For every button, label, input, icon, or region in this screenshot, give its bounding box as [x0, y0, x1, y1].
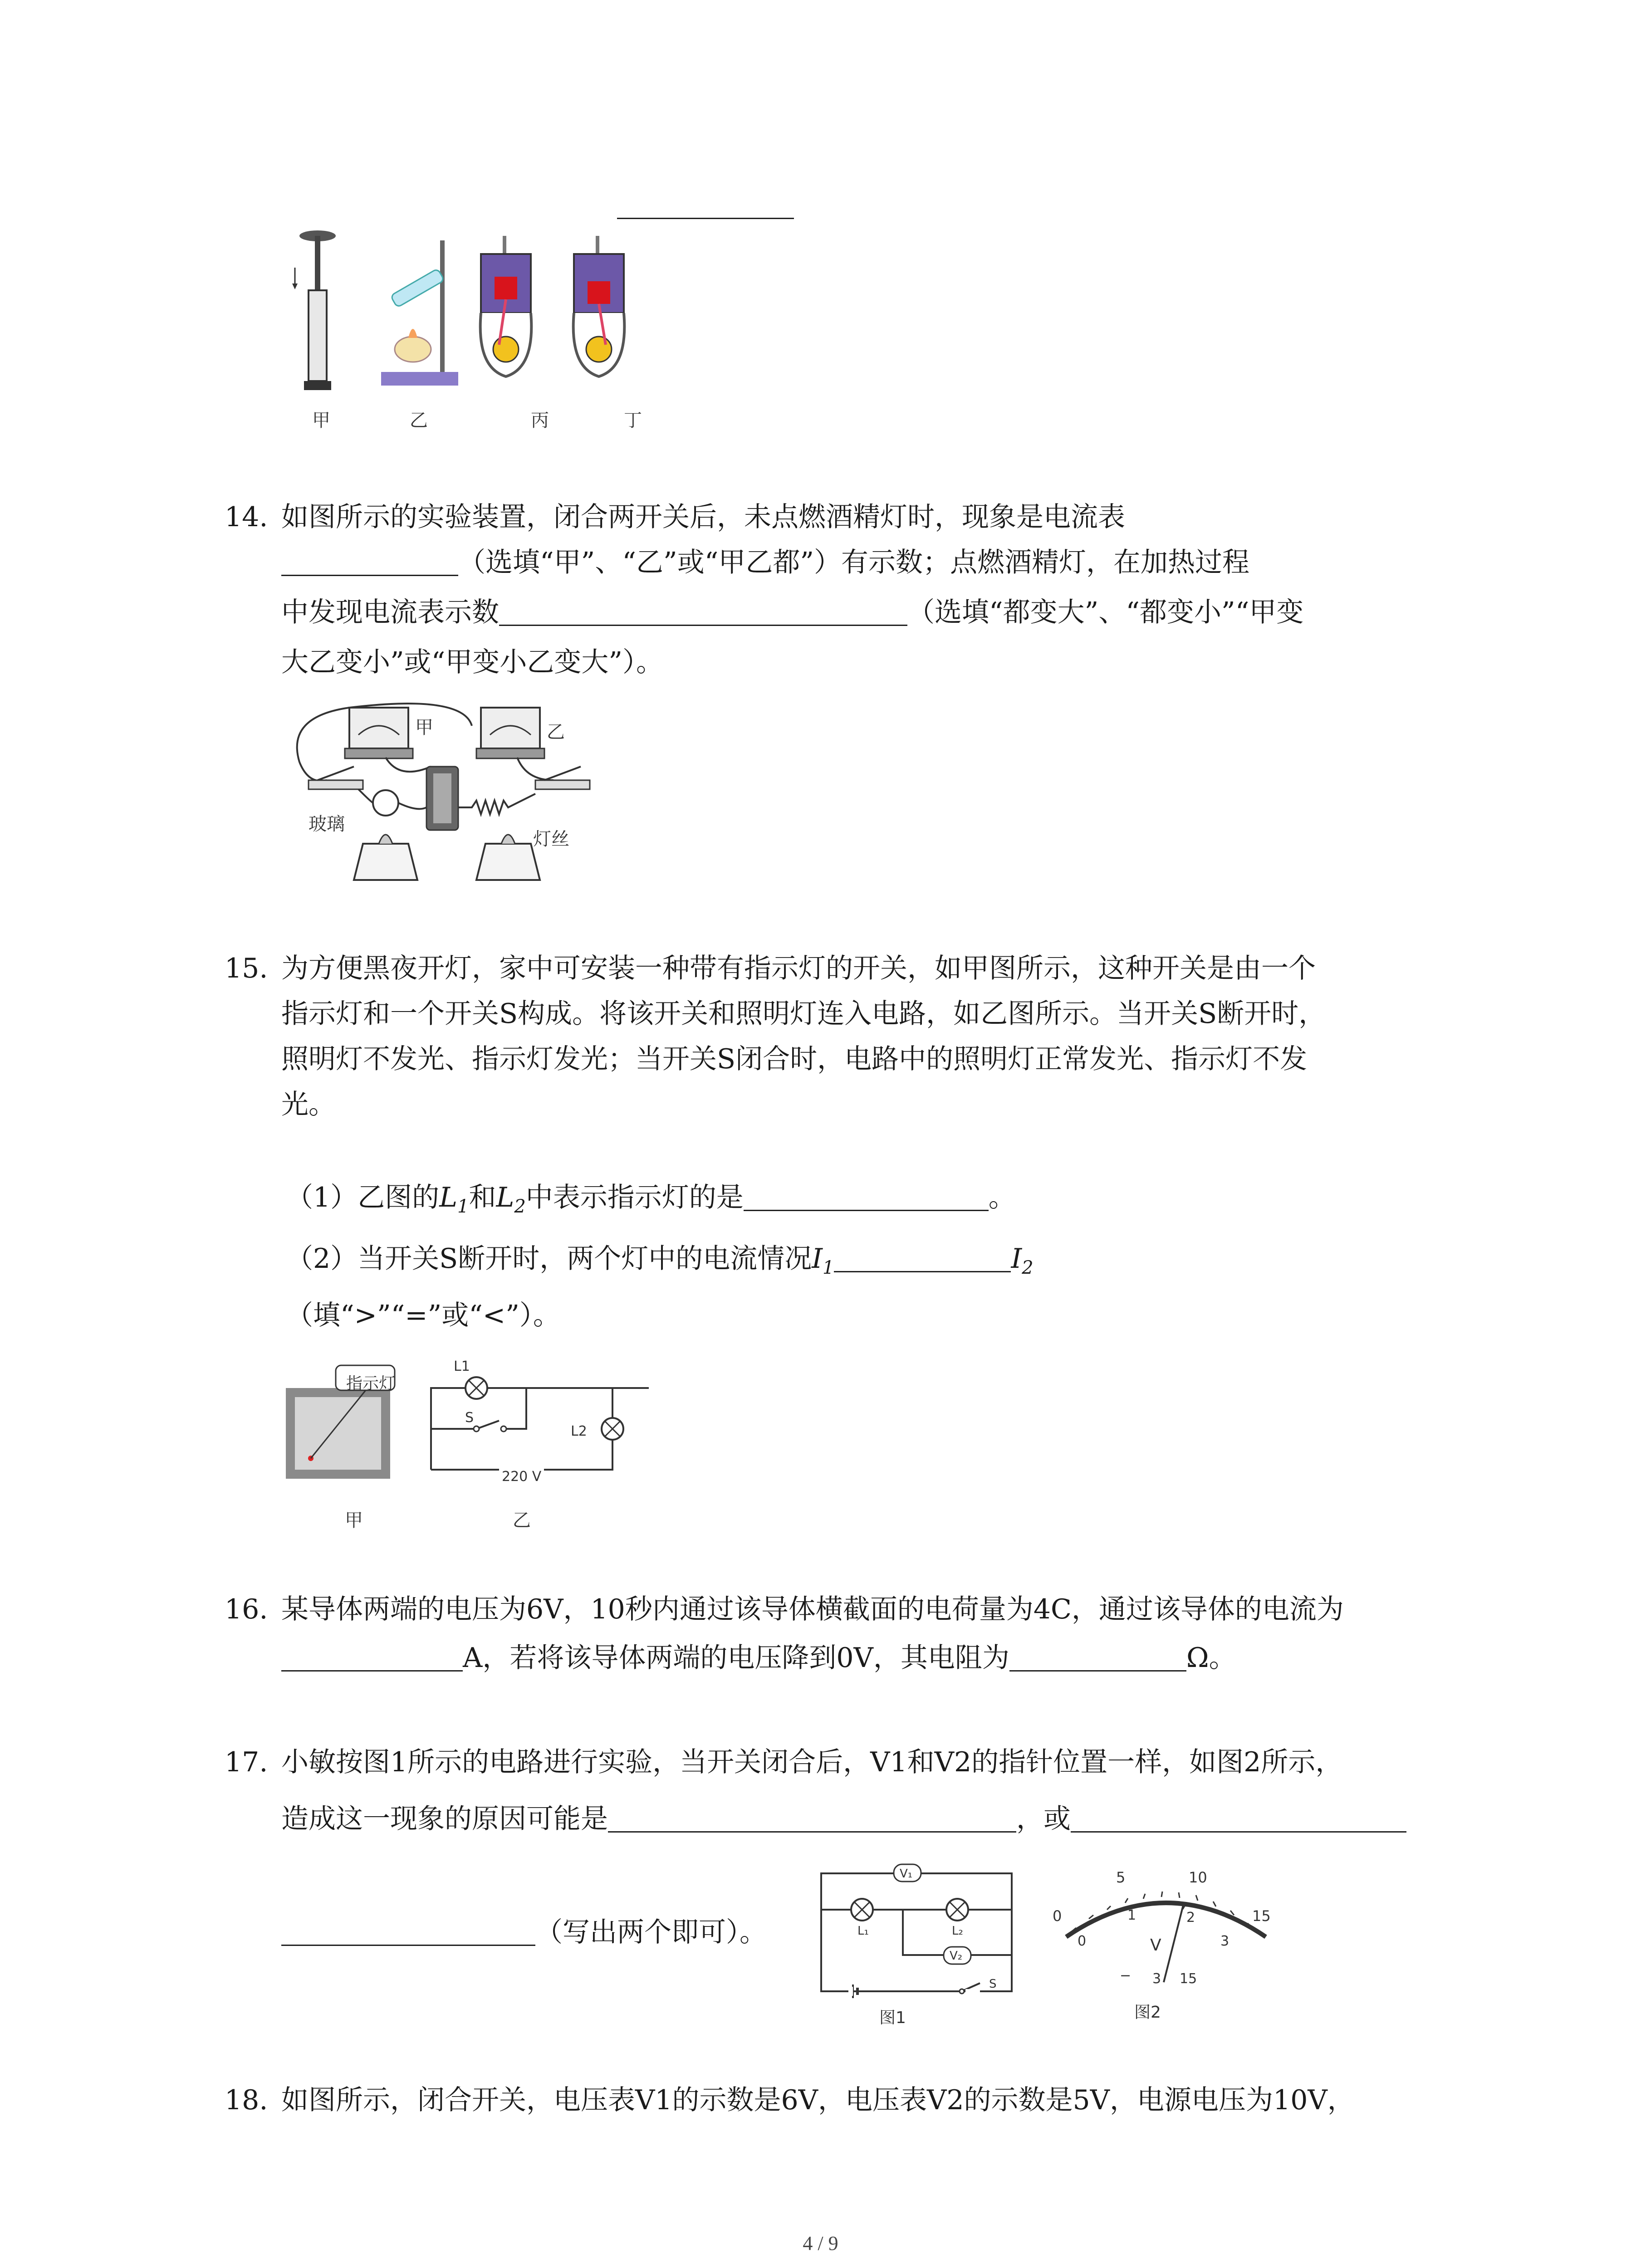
q14-answer-blank-1[interactable] [281, 549, 458, 576]
q17-meter-lower-3: 3 [1220, 1933, 1230, 1949]
q17-meter-upper-10: 10 [1189, 1869, 1207, 1886]
q17-meter-unit: V [1150, 1936, 1161, 1955]
q15-line-4: 光。 [281, 1089, 336, 1120]
q17-meter-upper-0: 0 [1053, 1907, 1062, 1925]
question-18-number: 18. [225, 2084, 268, 2116]
glass-bead-icon [373, 790, 398, 816]
q15-label-voltage: 220 V [499, 1469, 544, 1485]
top-label-yi: 乙 [410, 410, 428, 431]
svg-text:L₁: L₁ [857, 1924, 869, 1938]
q17-meter-upper-15: 15 [1252, 1907, 1271, 1925]
figure-jia-compressor [292, 230, 336, 390]
q15-line-1: 为方便黑夜开灯，家中可安装一种带有指示灯的开关，如甲图所示，这种开关是由一个 [281, 953, 1316, 984]
q17-line-2: 造成这一现象的原因可能是 ，或 [281, 1805, 1406, 1833]
ammeter-jia-icon [345, 708, 413, 758]
q17-meter-lower-2: 2 [1186, 1910, 1195, 1926]
q17-fig2-label: 图2 [1134, 2003, 1161, 2022]
q15-line-3: 照明灯不发光、指示灯发光；当开关S闭合时，电路中的照明灯正常发光、指示灯不发 [281, 1043, 1308, 1075]
svg-text:L₂: L₂ [952, 1924, 963, 1938]
q15-sub-1: （1）乙图的$L_1$和$L_2$中表示指示灯的是 。 [286, 1182, 1016, 1217]
q14-line-2: （选填“甲”、“乙”或“甲乙都”）有示数；点燃酒精灯，在加热过程 [281, 549, 1249, 576]
switch-s-icon [479, 1421, 499, 1428]
top-label-jia: 甲 [312, 410, 330, 431]
q16-answer-blank-1[interactable] [281, 1645, 463, 1672]
q15-sub-2: （2）当开关S断开时，两个灯中的电流情况$I_1$ $I_2$ [286, 1243, 1034, 1278]
question-17-number: 17. [225, 1746, 268, 1778]
q17-meter-lower-0: 0 [1078, 1933, 1087, 1949]
q15-label-jia: 甲 [345, 1510, 363, 1531]
q14-label-jia: 甲 [415, 717, 433, 738]
filament-coil-icon [458, 794, 535, 814]
q15-figure [286, 1361, 649, 1497]
alcohol-lamp-left-icon [354, 835, 417, 880]
q15-line-2: 指示灯和一个开关S构成。将该开关和照明灯连入电路，如乙图所示。当开关S断开时， [281, 998, 1326, 1030]
figure-yi-test-tube [381, 240, 458, 386]
ammeter-yi-icon [476, 708, 544, 758]
q16-line-1: 某导体两端的电压为6V，10秒内通过该导体横截面的电荷量为4C，通过该导体的电流为 [281, 1593, 1344, 1625]
q15-sub-3: （填“>”“=”或“<”）。 [286, 1300, 560, 1331]
q16-answer-blank-2[interactable] [1009, 1645, 1186, 1672]
q15-label-s: S [465, 1410, 474, 1426]
q17-fig1-label: 图1 [879, 2009, 906, 2027]
q14-label-glass: 玻璃 [309, 814, 345, 835]
figure-ding-engine [573, 236, 625, 376]
q17-meter-terminal-15: 15 [1180, 1971, 1197, 1987]
q14-label-yi: 乙 [547, 722, 565, 743]
q15-answer-blank-2[interactable] [834, 1246, 1011, 1272]
svg-text:V₂: V₂ [950, 1949, 963, 1963]
q15-answer-blank-1[interactable] [744, 1184, 989, 1211]
switch-right-icon [535, 767, 590, 789]
alcohol-lamp-right-icon [476, 835, 540, 880]
question-16-number: 16. [225, 1593, 268, 1625]
q14-line-1: 如图所示的实验装置，闭合两开关后，未点燃酒精灯时，现象是电流表 [281, 501, 1125, 533]
q18-line-1: 如图所示，闭合开关，电压表V1的示数是6V，电压表V2的示数是5V，电源电压为10V， [281, 2084, 1355, 2116]
svg-text:V₁: V₁ [900, 1867, 913, 1881]
page-number: 4 / 9 [803, 2232, 838, 2254]
q17-line-3: （写出两个即可）。 [281, 1919, 767, 1946]
q15-label-indicator: 指示灯 [346, 1374, 396, 1393]
q17-line-1: 小敏按图1所示的电路进行实验，当开关闭合后，V1和V2的指针位置一样，如图2所示， [281, 1746, 1343, 1778]
answer-blank-top[interactable] [617, 191, 794, 219]
switch-left-icon [309, 767, 363, 789]
figure-bing-engine [480, 236, 532, 376]
q15-label-yi: 乙 [513, 1510, 531, 1531]
q17-answer-blank-2[interactable] [1071, 1806, 1406, 1833]
question-15-number: 15. [225, 953, 268, 984]
q14-line-3: 中发现电流表示数 （选填“都变大”、“都变小”“甲变 [281, 596, 1304, 628]
battery-icon [426, 767, 458, 830]
q17-answer-blank-1[interactable] [608, 1806, 1016, 1833]
q14-label-filament: 灯丝 [533, 829, 569, 850]
q14-circuit-figure [281, 689, 635, 898]
q14-answer-blank-2[interactable] [499, 599, 907, 626]
top-label-bing: 丙 [531, 410, 549, 431]
question-14-number: 14. [225, 501, 268, 533]
q17-meter-terminal-3: 3 [1152, 1971, 1161, 1987]
q17-meter-upper-5: 5 [1116, 1869, 1126, 1886]
q17-meter-terminal-neg: − [1120, 1968, 1132, 1984]
q15-label-l1: L1 [454, 1359, 470, 1374]
q14-line-4: 大乙变小”或“甲变小乙变大”）。 [281, 646, 664, 678]
q17-figure-1-circuit [812, 1851, 1025, 2005]
q16-line-2: A，若将该导体两端的电压降到0V，其电阻为 Ω。 [281, 1644, 1236, 1672]
q17-figure-2-voltmeter [1039, 1860, 1293, 2000]
q17-answer-blank-3[interactable] [281, 1919, 535, 1946]
q15-label-l2: L2 [571, 1423, 587, 1439]
svg-text:S: S [989, 1977, 997, 1991]
q17-meter-lower-1: 1 [1127, 1907, 1136, 1923]
top-label-ding: 丁 [624, 410, 642, 431]
